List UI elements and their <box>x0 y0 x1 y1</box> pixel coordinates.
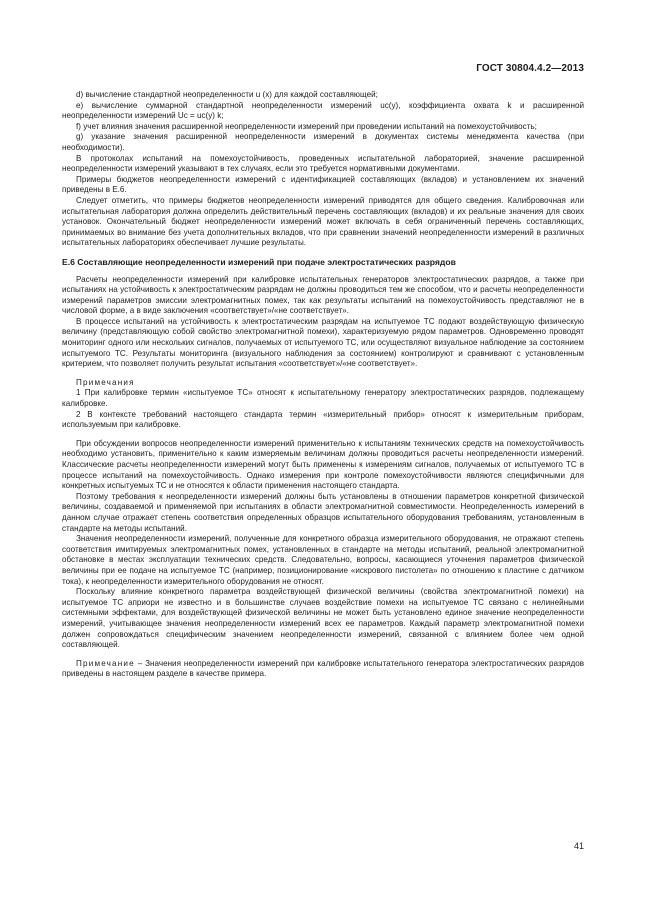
paragraph: Значения неопределенности измерений, полученные для конкретного образца измерительного оборудования, не отражают степень соответствия имитируемых электромагнитных помех, установленных в стандарте на методы испытаний, реальной электромагнитной обстановке в местах эксплуатации технических средств. Следовательно, вопросы, касающиеся уточнения параметров физической величины при ее подаче на испытуемое ТС (например, позиционирование «искрового пистолета» по отношению к пластине с датчиком тока), к неопределенности измерительного оборудования не относят. <box>62 534 584 586</box>
note-item: 1 При калибровке термин «испытуемое ТС» относят к испытательному генератору электростатических разрядов, подлежащему калибровке. <box>62 388 584 409</box>
section-heading: Е.6 Составляющие неопределенности измерений при подаче электростатических разрядов <box>62 256 456 267</box>
final-note-text: – Значения неопределенности измерений при калибровке испытательного генератора электростатических разрядов приведены в настоящем разделе в качестве примера. <box>62 658 584 679</box>
notes-title: Примечания <box>76 377 135 387</box>
paragraph: g) указание значения расширенной неопределенности измерений в документах системы менеджмента качества (при необходимости). <box>62 132 584 152</box>
paragraph: Поэтому требования к неопределенности измерений должны быть установлены в отношении параметров конкретной физической величины, создаваемой и применяемой при испытаниях в области электромагнитной совместимости. Неопределенность измерений в данном случае отражает степень соответствия определенных образцов испытательного оборудования требованиям, установленным в стандарте на методы испытаний. <box>62 491 584 533</box>
paragraph: В процессе испытаний на устойчивость к электростатическим разрядам на испытуемое ТС подают воздействующую физическую величину (представляющую собой свойство электромагнитной помехи), характеризуемую рядом параметров. Одновременно проводят мониторинг одного или нескольких сигналов, получаемых от испытуемого ТС, или осуществляют визуальное наблюдение за состоянием испытуемого ТС. Результаты мониторинга (визуального наблюдения за состоянием) контролируют и сравнивают с установленным критерием, что позволяет получить результат испытания «соответствует»/«не соответствует». <box>62 316 584 369</box>
paragraph: Поскольку влияние конкретного параметра воздействующей физической величины (свойства электромагнитной помехи) на испытуемое ТС априори не известно и в большинстве случаев воздействие помехи на испытуемое ТС связано с нелинейными системными эффектами, для воздействующей физической величины не может быть установлено единое значение неопределенности измерений, учитывающее значения неопределенности измерений всех ее параметров. Каждый параметр электромагнитной помехи должен сопровождаться специфическим значением неопределенности измерений, связанной с влиянием более чем одной составляющей. <box>62 587 584 650</box>
paragraph: d) вычисление стандартной неопределенности u (x) для каждой составляющей; <box>76 90 378 99</box>
page-number: 41 <box>573 841 584 851</box>
page-content <box>62 90 584 680</box>
final-note-label: Примечание <box>76 658 135 668</box>
paragraph: e) вычисление суммарной стандартной неопределенности измерений uc(y), коэффициента охвата k и расширенной неопределенности измерений Uc = uc(y) k; <box>62 100 584 121</box>
paragraph: Следует отметить, что примеры бюджетов неопределенности измерений приводятся для общего сведения. Калибровочная или испытательная лаборатория должна определить действительный перечень составляющих (вкладов) и их реальные значения для своих установок. Окончательный бюджет неопределенности измерений может включать в себя ограниченный перечень составляющих, принимаемых во внимание без учета дополнительных вкладов, что при сравнении значений неопределенности измерений в различных испытательных лабораториях обеспечивает лучшие результаты. <box>62 195 584 248</box>
paragraph: При обсуждении вопросов неопределенности измерений применительно к испытаниям технических средств на помехоустойчивость необходимо установить, применительно к каким измеряемым величинам должны проводиться расчеты неопределенности измерений. Классические расчеты неопределенности измерений могут быть применены к измерениям сигналов, получаемых от испытуемого ТС в процессе испытаний на помехоустойчивость. Однако измерения при контроле помехоустойчивости являются специфичными для конкретных испытуемых ТС и не относятся к области применения настоящего стандарта. <box>62 438 584 491</box>
standard-header: ГОСТ 30804.4.2—2013 <box>476 63 584 74</box>
paragraph: Расчеты неопределенности измерений при калибровке испытательных генераторов электростатических разрядов, а также при испытаниях на устойчивость к электростатическим разрядам не должны проводиться тем же способом, что и расчеты неопределенности измерений параметров эмиссии электромагнитных помех, так как результаты испытаний на помехоустойчивость представляют не в числовой форме, а в виде заключения «соответствует»/«не соответствует». <box>62 274 584 316</box>
paragraph: Примеры бюджетов неопределенности измерений с идентификацией составляющих (вкладов) и установлением их значений приведены в Е.6. <box>62 174 584 195</box>
paragraph: В протоколах испытаний на помехоустойчивость, проведенных испытательной лабораторией, значение расширенной неопределенности измерений указывают в тех случаях, если это требуется нормативными документами. <box>62 153 584 174</box>
final-note <box>62 659 584 680</box>
paragraph: f) учет влияния значения расширенной неопределенности измерений при проведении испытаний на помехоустойчивость; <box>76 121 537 131</box>
note-item: 2 В контексте требований настоящего стандарта термин «измерительный прибор» относят к измерительным приборам, используемым при калибровке. <box>62 409 584 430</box>
